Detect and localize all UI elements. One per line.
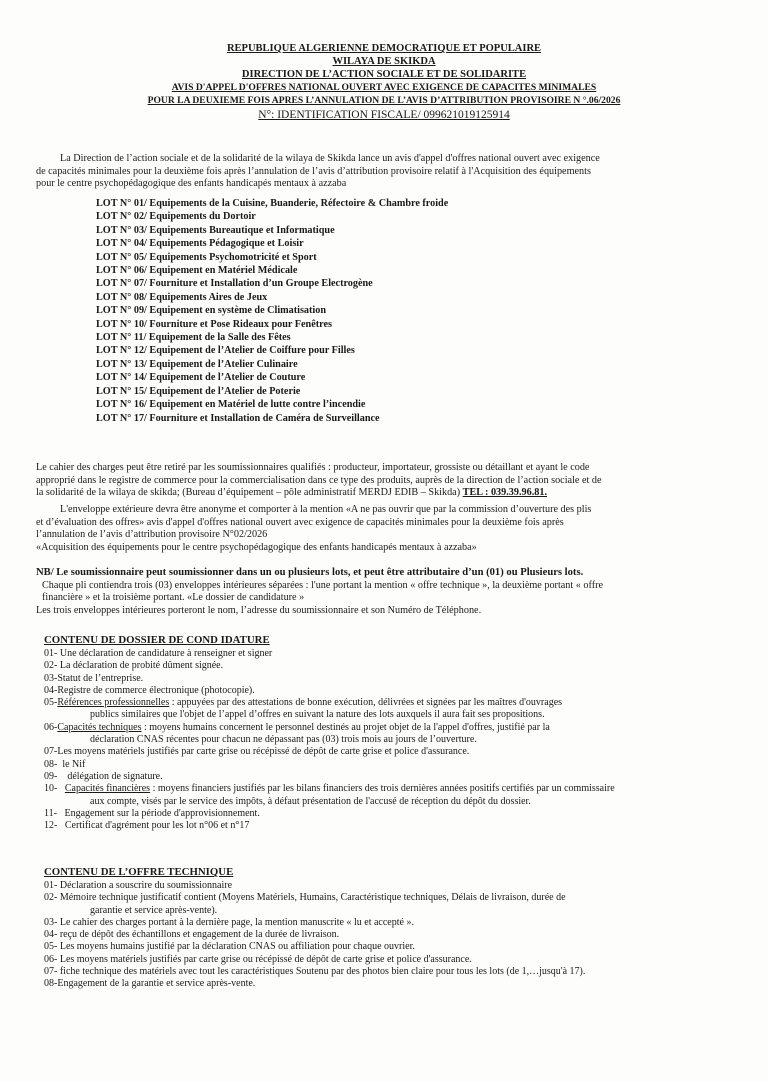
item-number: 04-	[44, 684, 58, 696]
item-number: 03-	[44, 672, 58, 684]
offre-item	[44, 917, 744, 929]
header-direction: DIRECTION DE L’ACTION SOCIALE ET DE SOLIDARITE	[241, 69, 527, 80]
item-text: : appuyées par des attestations de bonne exécution, délivrées et signées par les maîtres d'ouvrages	[169, 697, 563, 709]
header-wilaya: WILAYA DE SKIKDA	[332, 56, 436, 67]
header-avis-subtitle: POUR LA DEUXIEME FOIS APRES L’ANNULATION DE L’AVIS D’ATTRIBUTION PROVISOIRE N °.06/2026	[147, 95, 621, 106]
lot-item: LOT N° 14/ Equipement de l’Atelier de Couture	[96, 372, 306, 384]
item-number: 11-	[44, 807, 65, 819]
item-text: aux compte, visés par le service des impôts, à défaut présentation de l'accusé de réception du dépôt du dossier.	[90, 795, 531, 807]
item-text: Déclaration a souscrire du soumissionnaire	[59, 880, 233, 891]
dossier-item	[44, 673, 744, 685]
dossier-item	[44, 722, 744, 734]
dossier-item	[44, 734, 744, 746]
lot-item: LOT N° 10/ Fourniture et Pose Rideaux pour Fenêtres	[96, 318, 332, 330]
lot-item: LOT N° 02/ Equipements du Dortoir	[96, 211, 256, 223]
item-number: 05-	[44, 697, 58, 709]
nb-line: financière » et la troisième portant. «Le dossier de candidature »	[42, 592, 305, 604]
offre-item	[44, 978, 744, 990]
item-number: 08-	[44, 978, 58, 990]
dossier-item	[44, 709, 744, 721]
item-number: 08-	[44, 758, 63, 770]
enveloppe-line: «Acquisition des équipements pour le centre psychopédagogique des enfants handicapés mentaux à azzaba»	[36, 541, 477, 553]
item-text: déclaration CNAS récentes pour chacun ne dépassant pas (03) trois mois au jours de l’ouverture.	[90, 734, 477, 746]
item-number: 02-	[44, 892, 60, 904]
item-text: Statut de l’entreprise.	[57, 672, 144, 684]
cahier-line: la solidarité de la wilaya de skikda; (Bureau d’équipement – pôle administratif MERDJ EDIB – Skikda)	[36, 487, 461, 499]
offre-item	[44, 905, 744, 917]
lots-list	[96, 197, 448, 425]
item-number: 01-	[44, 880, 60, 891]
lot-item: LOT N° 16/ Equipement en Matériel de lutte contre l’incendie	[96, 399, 366, 411]
item-number: 01-	[44, 648, 60, 659]
item-number: 04-	[44, 929, 60, 941]
item-text: le Nif	[62, 758, 86, 770]
offre-item	[44, 966, 744, 978]
header-fiscal-id: N°: IDENTIFICATION FISCALE/ 099621019125914	[258, 109, 510, 121]
enveloppe-line: L'enveloppe extérieure devra être anonyme et comporter à la mention «A ne pas ouvrir que par la commission d’ouverture des plis	[60, 504, 592, 515]
dossier-list	[44, 648, 744, 832]
lot-item: LOT N° 12/ Equipement de l’Atelier de Coiffure pour Filles	[96, 345, 355, 357]
intro-line: La Direction de l’action sociale et de la solidarité de la wilaya de Skikda lance un avis d'appel d'offres national ouvert avec exigence	[60, 153, 600, 164]
item-text: : moyens financiers justifiés par les bilans financiers des trois dernières années positifs certifiés par un commissaire	[150, 783, 615, 795]
offre-list	[44, 880, 744, 991]
item-text: Les moyens humains justifié par la déclaration CNAS ou affiliation pour chaque ouvrier.	[59, 941, 415, 953]
dossier-item	[44, 660, 744, 672]
lot-item: LOT N° 11/ Equipement de la Salle des Fêtes	[96, 332, 291, 344]
cahier-line: Le cahier des charges peut être retiré par les soumissionnaires qualifiés : producteur, importateur, grossiste ou détaillant et ayant le code	[36, 462, 590, 473]
dossier-item	[44, 746, 744, 758]
enveloppe-paragraph	[36, 504, 736, 554]
item-text: garantie et service après-vente).	[90, 904, 218, 916]
item-text: délégation de signature.	[67, 770, 163, 782]
item-text: reçu de dépôt des échantillons et engagement de la durée de livraison.	[59, 929, 340, 941]
lot-item: LOT N° 13/ Equipement de l’Atelier Culinaire	[96, 358, 298, 370]
item-number: 06-	[44, 721, 58, 733]
dossier-item	[44, 820, 744, 832]
dossier-item	[44, 648, 744, 660]
item-text: Le cahier des charges portant à la dernière page, la mention manuscrite « lu et accepté ».	[59, 916, 414, 928]
item-number: 09-	[44, 770, 68, 782]
lot-item: LOT N° 08/ Equipements Aires de Jeux	[96, 291, 268, 303]
item-number: 06-	[44, 953, 60, 965]
offre-item	[44, 941, 744, 953]
lot-item: LOT N° 01/ Equipements de la Cuisine, Buanderie, Réfectoire & Chambre froide	[96, 198, 449, 209]
dossier-item	[44, 808, 744, 820]
offre-section-title: CONTENU DE L’OFFRE TECHNIQUE	[44, 866, 234, 878]
lot-item: LOT N° 05/ Equipements Psychomotricité et Sport	[96, 251, 317, 263]
item-number: 12-	[44, 820, 65, 832]
lot-item: LOT N° 04/ Equipements Pédagogique et Loisir	[96, 238, 304, 250]
enveloppe-line: l’annulation de l’avis d’attribution provisoire N°02/2026	[36, 529, 268, 541]
item-text: Engagement sur la période d'approvisionnement.	[64, 807, 260, 819]
item-number: 02-	[44, 660, 60, 672]
lot-item: LOT N° 09/ Equipement en système de Climatisation	[96, 305, 326, 317]
document-header	[0, 42, 768, 122]
telephone-number: TEL : 039.39.96.81.	[462, 487, 547, 499]
item-text: Mémoire technique justificatif contient (Moyens Matériels, Humains, Caractéristique techniques, Délais de livraison, durée de	[59, 892, 566, 904]
dossier-item	[44, 783, 744, 795]
offre-item	[44, 892, 744, 904]
item-number: 05-	[44, 941, 60, 953]
item-text: Les moyens matériels justifiés par carte grise ou récépissé de dépôt de carte grise et police d'assurance.	[59, 953, 472, 965]
intro-paragraph	[36, 153, 736, 191]
dossier-item	[44, 771, 744, 783]
offre-item	[44, 929, 744, 941]
lot-item: LOT N° 03/ Equipements Bureautique et Informatique	[96, 224, 335, 236]
item-heading: Capacités techniques	[57, 721, 142, 733]
item-number: 07-	[44, 746, 58, 758]
item-text: La déclaration de probité dûment signée.	[59, 660, 224, 672]
intro-line: de capacités minimales pour la deuxième fois après l’annulation de l’avis d’attribution provisoire relatif à l'Acquisition des équipements	[36, 165, 591, 177]
header-avis-title: AVIS D'APPEL D'OFFRES NATIONAL OUVERT AVEC EXIGENCE DE CAPACITES MINIMALES	[171, 82, 597, 93]
item-number: 07-	[44, 966, 60, 978]
item-number: 03-	[44, 916, 60, 928]
item-text: Une déclaration de candidature à renseigner et signer	[59, 648, 273, 659]
item-text: publics similaires que l'objet de l’appel d’offres en suivant la nature des lots auxquels il aura fait ses propositions.	[90, 709, 545, 721]
lot-item: LOT N° 17/ Fourniture et Installation de Caméra de Surveillance	[96, 412, 380, 424]
item-text: Les moyens matériels justifiés par carte grise ou récépissé de dépôt de carte grise et police d'assurance.	[57, 746, 470, 758]
item-number: 10-	[44, 783, 65, 795]
lot-item: LOT N° 15/ Equipement de l’Atelier de Poterie	[96, 385, 301, 397]
nb-note: NB/ Le soumissionnaire peut soumissionner dans un ou plusieurs lots, et peut être attributaire d’un (01) ou Plusieurs lots.	[36, 567, 584, 578]
dossier-item	[44, 685, 744, 697]
item-text: Certificat d'agrément pour les lot n°06 et n°17	[64, 820, 250, 832]
nb-paragraph	[36, 567, 746, 617]
offre-item	[44, 954, 744, 966]
intro-line: pour le centre psychopédagogique des enfants handicapés mentaux à azzaba	[36, 178, 347, 190]
item-text: fiche technique des matériels avec tout les caractéristiques Soutenu par des photos bien claire pour tous les lots (de 1,…jusqu'à 17).	[59, 966, 586, 978]
cahier-paragraph	[36, 462, 736, 500]
nb-line: Chaque pli contiendra trois (03) enveloppes intérieures séparées : l'une portant la mention « offre technique », la deuxième portant « offre	[42, 579, 604, 591]
dossier-item	[44, 697, 744, 709]
cahier-line: approprié dans le registre de commerce pour la commercialisation dans ce type des produits, auprès de la direction de l’action sociale et de	[36, 474, 602, 486]
nb-line: Les trois enveloppes intérieures porteront le nom, l’adresse du soumissionnaire et son Numéro de Téléphone.	[36, 604, 482, 616]
item-heading: Capacités financières	[64, 783, 151, 795]
enveloppe-line: et d’évaluation des offres» avis d'appel d'offres national ouvert avec exigence de capacités minimales pour la deuxième fois après	[36, 516, 564, 528]
lot-item: LOT N° 06/ Equipement en Matériel Médicale	[96, 265, 298, 277]
header-republic: REPUBLIQUE ALGERIENNE DEMOCRATIQUE ET POPULAIRE	[226, 43, 542, 54]
item-heading: Références professionnelles	[57, 697, 170, 709]
item-text: Registre de commerce électronique (photocopie).	[57, 684, 255, 696]
dossier-section-title: CONTENU DE DOSSIER DE COND IDATURE	[44, 634, 270, 646]
item-text: : moyens humains concernent le personnel destinés au projet objet de la l'appel d'offres, justifié par la	[141, 721, 550, 733]
lot-item: LOT N° 07/ Fourniture et Installation d’un Groupe Electrogène	[96, 278, 373, 290]
dossier-item	[44, 759, 744, 771]
offre-item	[44, 880, 744, 892]
dossier-item	[44, 796, 744, 808]
item-text: Engagement de la garantie et service après-vente.	[57, 978, 256, 990]
